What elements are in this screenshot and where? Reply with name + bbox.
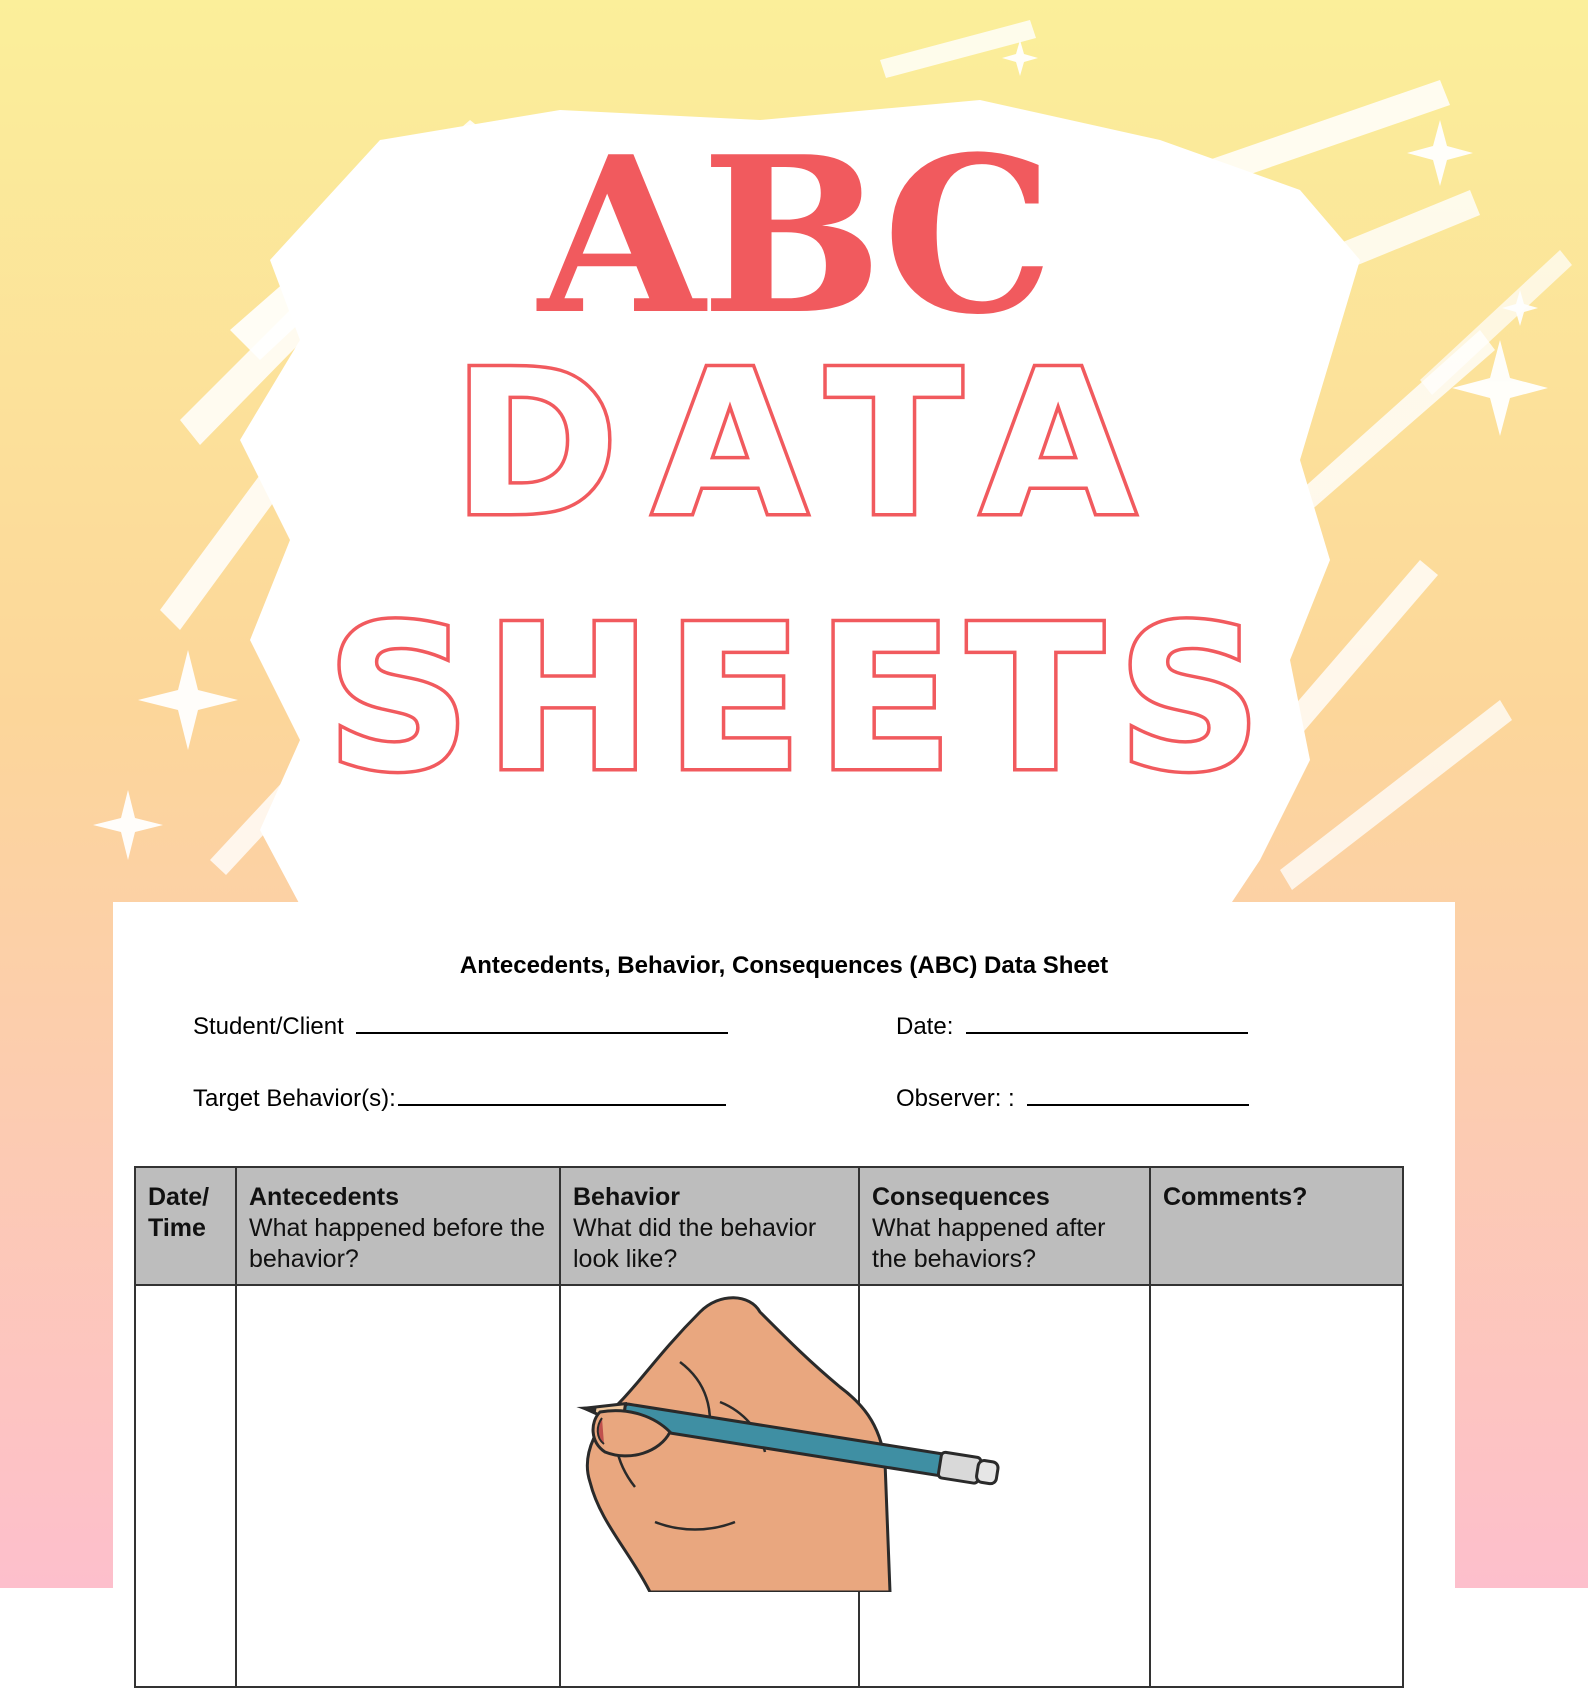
student-client-field: [193, 1012, 728, 1041]
column-header-behavior: [560, 1167, 859, 1285]
cover-title-abc: ABC: [538, 109, 1050, 362]
hand-writing-pencil-icon: [560, 1292, 1030, 1592]
target-behavior-blank[interactable]: [398, 1084, 726, 1106]
observer-label: Observer: :: [896, 1085, 1015, 1112]
column-heading: Comments?: [1163, 1183, 1308, 1211]
cell-comments[interactable]: [1150, 1285, 1403, 1687]
column-header-comments: [1150, 1167, 1403, 1285]
observer-blank[interactable]: [1027, 1084, 1249, 1106]
column-subheading: What did the behavior look like?: [573, 1214, 817, 1273]
sheet-title: Antecedents, Behavior, Consequences (ABC) Data Sheet: [459, 952, 1109, 979]
column-heading: Date/ Time: [148, 1183, 210, 1242]
cover-title-sheets: SHEETS: [326, 583, 1276, 816]
column-subheading: What happened before the behavior?: [249, 1214, 546, 1273]
column-heading: Antecedents: [249, 1183, 400, 1211]
column-heading: Consequences: [872, 1183, 1050, 1211]
column-heading: Behavior: [573, 1183, 680, 1211]
cell-date-time[interactable]: [135, 1285, 236, 1687]
cover-title-data: DATA: [452, 328, 1170, 561]
column-subheading: What happened after the behaviors?: [872, 1214, 1106, 1273]
date-blank[interactable]: [966, 1012, 1248, 1034]
cell-antecedents[interactable]: [236, 1285, 560, 1687]
date-label: Date:: [896, 1013, 954, 1040]
target-behavior-label: Target Behavior(s):: [193, 1085, 396, 1112]
target-behavior-field: [193, 1084, 726, 1113]
column-header-antecedents: [236, 1167, 560, 1285]
date-field: [896, 1012, 1248, 1041]
table-header-row: [135, 1167, 1403, 1285]
observer-field: [896, 1084, 1249, 1113]
column-header-consequences: [859, 1167, 1150, 1285]
student-client-blank[interactable]: [356, 1012, 728, 1034]
column-header-date-time: [135, 1167, 236, 1285]
student-client-label: Student/Client: [193, 1013, 344, 1040]
